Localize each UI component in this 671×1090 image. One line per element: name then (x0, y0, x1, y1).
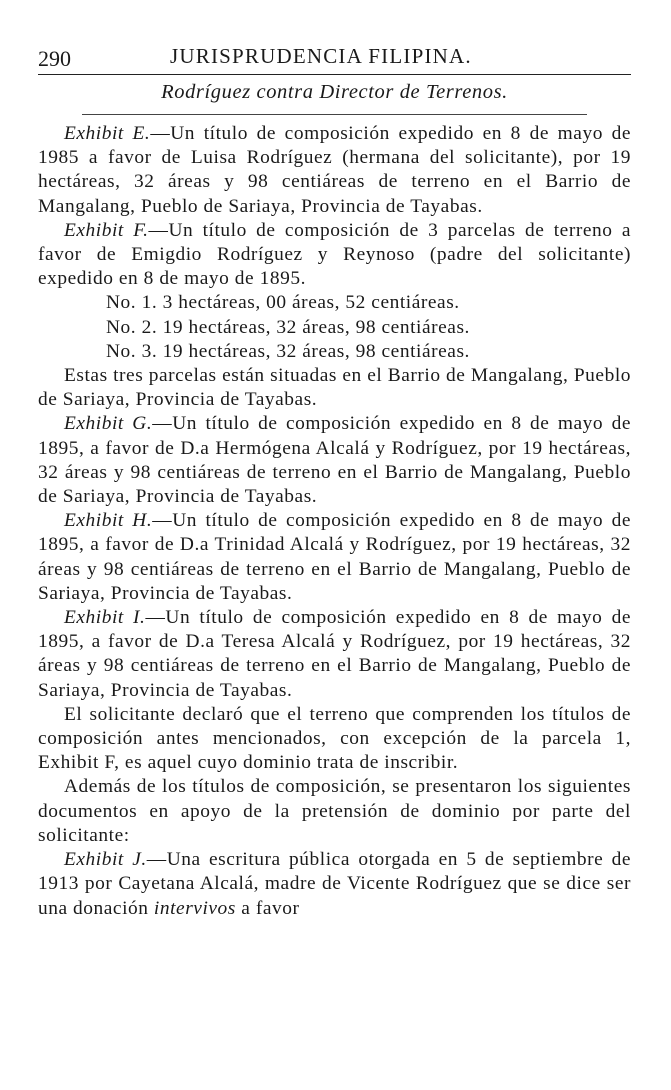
paragraph-exhibit-g (38, 412, 631, 509)
paragraph-declaration: El solicitante declaró que el terreno que comprenden los títulos de composición antes mencionados, con excepción de la parcela 1, Exhibit F, es aquel cuyo dominio trata de inscribir. (38, 703, 631, 774)
page-number: 290 (38, 46, 71, 71)
exhibit-label: Exhibit J. (64, 849, 147, 871)
exhibit-label: Exhibit G. (64, 413, 153, 435)
header-rule (38, 74, 631, 75)
parcel-item-3: No. 3. 19 hectáreas, 32 áreas, 98 centiáreas. (106, 340, 470, 362)
parcel-item-1: No. 1. 3 hectáreas, 00 áreas, 52 centiáreas. (106, 292, 460, 314)
paragraph-text: —Un título de composición de 3 parcelas de terreno a favor de Emigdio Rodríguez y Reynoso (padre del solicitante) expedido en 8 de mayo de 1895. (38, 219, 631, 290)
parcel-item-2: No. 2. 19 hectáreas, 32 áreas, 98 centiáreas. (106, 316, 470, 338)
italic-term: intervivos (153, 897, 236, 919)
paragraph-exhibit-h (38, 509, 631, 606)
paragraph-text: —Un título de composición expedido en 8 de mayo de 1895, a favor de D.a Hermógena Alcalá y Rodríguez, por 19 hectáreas, 32 áreas y 98 centiáreas de terreno en el Barrio de Mangalang, Pueblo de Sariaya, Provincia de Tayabas. (38, 413, 632, 508)
paragraph-text-end: a favor (235, 897, 300, 919)
paragraph-exhibit-f (38, 219, 631, 292)
paragraph-text: —Un título de composición expedido en 8 de mayo de 1985 a favor de Luisa Rodríguez (hermana del solicitante), por 19 hectáreas, 32 áreas y 98 centiáreas de terreno en el Barrio de Mangalang, Pueblo de Sariaya, Provincia de Tayabas. (38, 123, 631, 217)
paragraph-exhibit-i (38, 606, 631, 703)
case-title: Rodríguez contra Director de Terrenos. (161, 81, 508, 103)
exhibit-label: Exhibit I. (64, 607, 146, 629)
paragraph-exhibit-j (38, 848, 631, 921)
exhibit-label: Exhibit F. (64, 219, 149, 241)
case-title-rule (82, 114, 586, 115)
paragraph-additional-documents: Además de los títulos de composición, se presentaron los siguientes documentos en apoyo de la pretensión de dominio por parte del solicitante: (38, 776, 631, 846)
exhibit-label: Exhibit E. (64, 123, 151, 144)
paragraph-text: —Una escritura pública otorgada en 5 de septiembre de 1913 por Cayetana Alcalá, madre de Vicente Rodríguez que se dice ser una donación (38, 849, 631, 919)
paragraph-parcels-location: Estas tres parcelas están situadas en el Barrio de Mangalang, Pueblo de Sariaya, Provincia de Tayabas. (38, 365, 631, 411)
journal-title: JURISPRUDENCIA FILIPINA. (170, 44, 472, 68)
body-text (38, 122, 631, 921)
running-header (38, 38, 631, 74)
exhibit-label: Exhibit H. (64, 510, 153, 532)
paragraph-exhibit-e (38, 122, 631, 219)
paragraph-text: —Un título de composición expedido en 8 de mayo de 1895, a favor de D.a Trinidad Alcalá y Rodríguez, por 19 hectáreas, 32 áreas y 98 centiáreas de terreno en el Barrio de Mangalang, Pueblo de Sariaya, Provincia de Tayabas. (38, 510, 632, 604)
paragraph-text: —Un título de composición expedido en 8 de mayo de 1895, a favor de D.a Teresa Alcalá y Rodríguez, por 19 hectáreas, 32 áreas y 98 centiáreas de terreno en el Barrio de Mangalang, Pueblo de Sariaya, Provincia de Tayabas. (38, 607, 632, 701)
